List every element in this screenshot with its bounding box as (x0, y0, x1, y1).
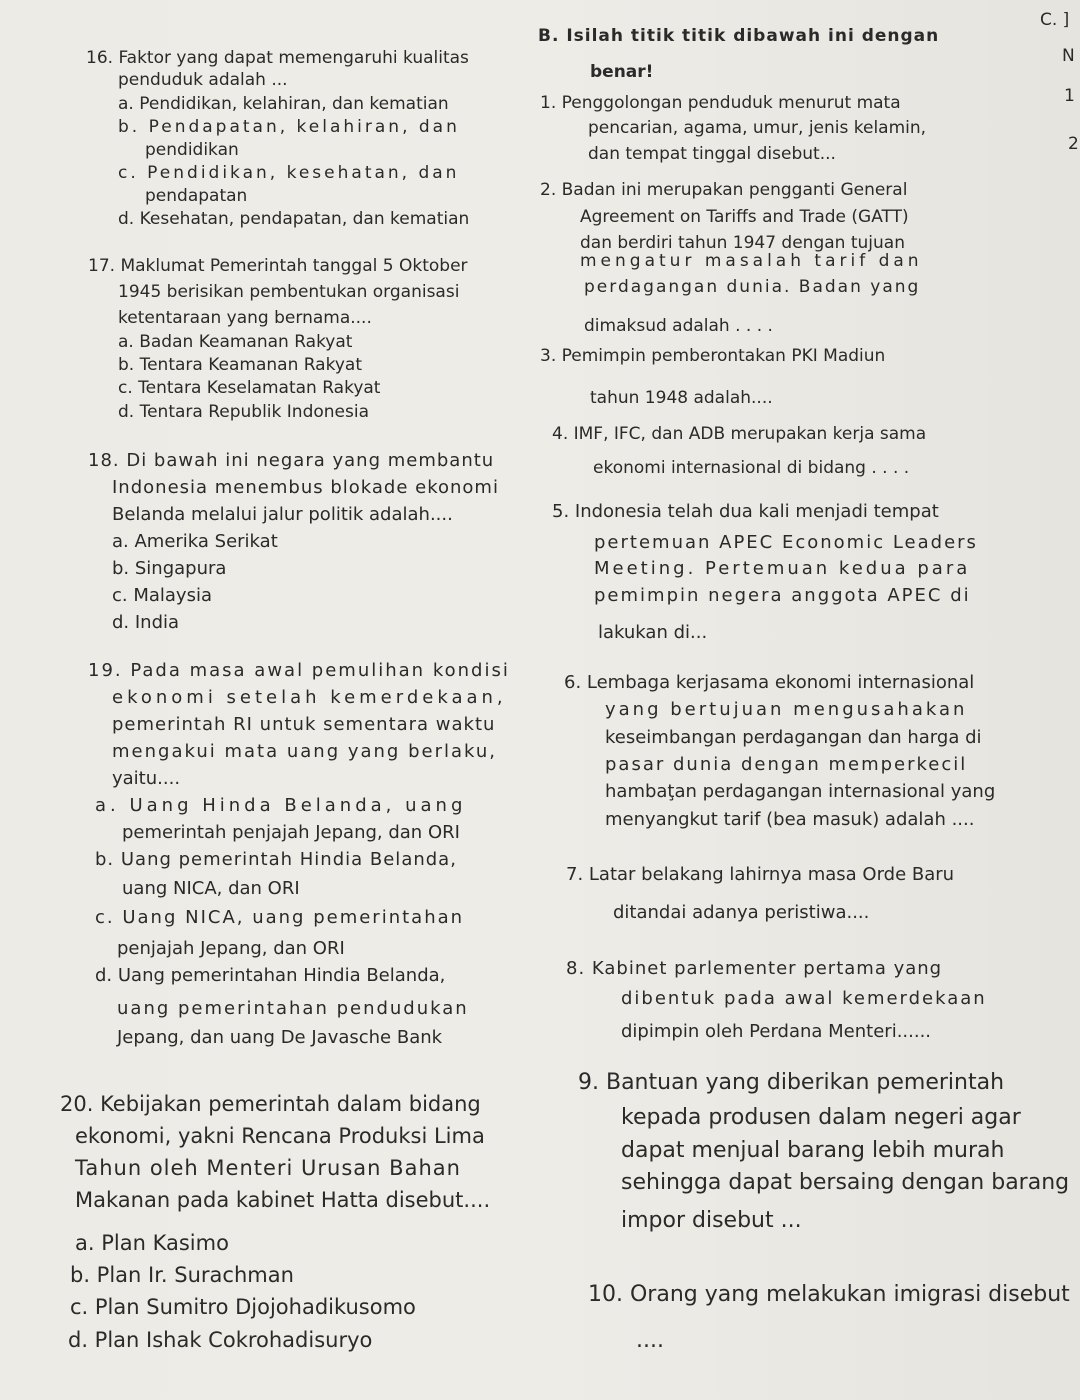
q18-stem-line1: 18. Di bawah ini negara yang membantu (88, 450, 495, 471)
q19-option-b-line2: uang NICA, dan ORI (122, 878, 300, 899)
b-q3-line2: tahun 1948 adalah.... (590, 388, 773, 408)
q19-option-d-line2: uang pemerintahan pendudukan (117, 998, 469, 1019)
q16-option-c-line1: c. Pendidikan, kesehatan, dan (118, 163, 460, 183)
b-q10-line1: 10. Orang yang melakukan imigrasi disebut (588, 1282, 1070, 1307)
b-q1-line2: pencarian, agama, umur, jenis kelamin, (588, 118, 927, 138)
b-q5-line3: Meeting. Pertemuan kedua para (594, 558, 971, 579)
q19-option-c-line1: c. Uang NICA, uang pemerintahan (95, 907, 465, 928)
b-q10-line2: .... (636, 1328, 664, 1353)
b-q3-line1: 3. Pemimpin pemberontakan PKI Madiun (540, 346, 886, 366)
q20-option-c: c. Plan Sumitro Djojohadikusomo (70, 1295, 416, 1319)
q17-stem-line2: 1945 berisikan pembentukan organisasi (118, 282, 460, 302)
q17-stem-line1: 17. Maklumat Pemerintah tanggal 5 Oktober (88, 256, 468, 276)
q17-option-c: c. Tentara Keselamatan Rakyat (118, 378, 381, 398)
q17-stem-line3: ketentaraan yang bernama.... (118, 308, 372, 328)
edge-c-label: C. ] (1040, 10, 1070, 30)
b-q6-line2: yang bertujuan mengusahakan (605, 699, 968, 720)
section-b-title-line2: benar! (590, 62, 654, 82)
b-q8-line2: dibentuk pada awal kemerdekaan (621, 988, 987, 1009)
q19-stem-line5: yaitu.... (112, 768, 181, 789)
b-q2-line4: mengatur masalah tarif dan (580, 251, 923, 271)
q17-option-d: d. Tentara Republik Indonesia (118, 402, 369, 422)
q18-option-d: d. India (112, 612, 180, 633)
q18-stem-line2: Indonesia menembus blokade ekonomi (112, 477, 499, 498)
q16-stem-line2: penduduk adalah ... (118, 70, 288, 90)
q20-option-a: a. Plan Kasimo (75, 1231, 229, 1255)
b-q6-line3: keseimbangan perdagangan dan harga di (605, 727, 982, 748)
q20-stem-line1: 20. Kebijakan pemerintah dalam bidang (60, 1092, 481, 1116)
q19-stem-line1: 19. Pada masa awal pemulihan kondisi (88, 660, 510, 681)
edge-one: 1 (1064, 86, 1075, 106)
q18-option-c: c. Malaysia (112, 585, 212, 606)
q19-stem-line3: pemerintah RI untuk sementara waktu (112, 714, 496, 735)
q16-option-b-line2: pendidikan (145, 140, 239, 160)
b-q1-line3: dan tempat tinggal disebut... (588, 144, 836, 164)
q19-stem-line2: ekonomi setelah kemerdekaan, (112, 687, 507, 708)
b-q6-line1: 6. Lembaga kerjasama ekonomi internasional (564, 672, 975, 693)
q20-option-b: b. Plan Ir. Surachman (70, 1263, 294, 1287)
q19-stem-line4: mengakui mata uang yang berlaku, (112, 741, 498, 762)
b-q2-line3: dan berdiri tahun 1947 dengan tujuan (580, 233, 905, 253)
b-q6-line6: menyangkut tarif (bea masuk) adalah .... (605, 809, 975, 830)
q17-option-a: a. Badan Keamanan Rakyat (118, 332, 353, 352)
b-q9-line5: impor disebut ... (621, 1208, 802, 1233)
q19-option-d-line3: Jepang, dan uang De Javasche Bank (117, 1027, 443, 1048)
b-q4-line2: ekonomi internasional di bidang . . . . (593, 458, 910, 478)
q18-option-b: b. Singapura (112, 558, 227, 579)
b-q7-line2: ditandai adanya peristiwa.... (613, 902, 870, 923)
b-q4-line1: 4. IMF, IFC, dan ADB merupakan kerja sama (552, 424, 927, 444)
q20-stem-line2: ekonomi, yakni Rencana Produksi Lima (75, 1124, 485, 1148)
q17-option-b: b. Tentara Keamanan Rakyat (118, 355, 362, 375)
q19-option-c-line2: penjajah Jepang, dan ORI (117, 938, 345, 959)
q16-option-b-line1: b. Pendapatan, kelahiran, dan (118, 117, 460, 137)
b-q2-line5: perdagangan dunia. Badan yang (584, 277, 921, 297)
edge-n-label: N (1062, 46, 1075, 66)
q20-stem-line3: Tahun oleh Menteri Urusan Bahan (75, 1156, 461, 1180)
b-q6-line4: pasar dunia dengan memperkecil (605, 754, 968, 775)
q16-option-c-line2: pendapatan (145, 186, 248, 206)
q16-stem-line1: 16. Faktor yang dapat memengaruhi kualitas (86, 48, 469, 68)
b-q1-line1: 1. Penggolongan penduduk menurut mata (540, 93, 901, 113)
b-q9-line4: sehingga dapat bersaing dengan barang (621, 1170, 1070, 1195)
b-q5-line5: lakukan di... (598, 622, 708, 643)
b-q2-line2: Agreement on Tariffs and Trade (GATT) (580, 207, 909, 227)
b-q5-line4: pemimpin negera anggota APEC di (594, 585, 971, 606)
edge-two: 2 (1068, 134, 1079, 154)
q19-option-b-line1: b. Uang pemerintah Hindia Belanda, (95, 849, 457, 870)
b-q2-line1: 2. Badan ini merupakan pengganti General (540, 180, 908, 200)
q20-stem-line4: Makanan pada kabinet Hatta disebut.... (75, 1188, 491, 1212)
b-q8-line3: dipimpin oleh Perdana Menteri...... (621, 1021, 932, 1042)
section-b-title-line1: B. Isilah titik titik dibawah ini dengan (538, 26, 940, 46)
q16-option-d: d. Kesehatan, pendapatan, dan kematian (118, 209, 470, 229)
q18-option-a: a. Amerika Serikat (112, 531, 278, 552)
b-q7-line1: 7. Latar belakang lahirnya masa Orde Baru (566, 864, 955, 885)
q19-option-d-line1: d. Uang pemerintahan Hindia Belanda, (95, 965, 446, 986)
b-q5-line2: pertemuan APEC Economic Leaders (594, 532, 978, 553)
q20-option-d: d. Plan Ishak Cokrohadisuryo (68, 1328, 373, 1352)
q19-option-a-line2: pemerintah penjajah Jepang, dan ORI (122, 822, 460, 843)
b-q9-line3: dapat menjual barang lebih murah (621, 1138, 1005, 1163)
b-q2-line6: dimaksud adalah . . . . (584, 316, 773, 336)
b-q5-line1: 5. Indonesia telah dua kali menjadi tempat (552, 501, 939, 522)
b-q6-line5: hambaţan perdagangan internasional yang (605, 781, 996, 802)
b-q9-line1: 9. Bantuan yang diberikan pemerintah (578, 1070, 1005, 1095)
q19-option-a-line1: a. Uang Hinda Belanda, uang (95, 795, 467, 816)
q16-option-a: a. Pendidikan, kelahiran, dan kematian (118, 94, 449, 114)
b-q8-line1: 8. Kabinet parlementer pertama yang (566, 958, 943, 979)
q18-stem-line3: Belanda melalui jalur politik adalah.... (112, 504, 453, 525)
b-q9-line2: kepada produsen dalam negeri agar (621, 1105, 1021, 1130)
